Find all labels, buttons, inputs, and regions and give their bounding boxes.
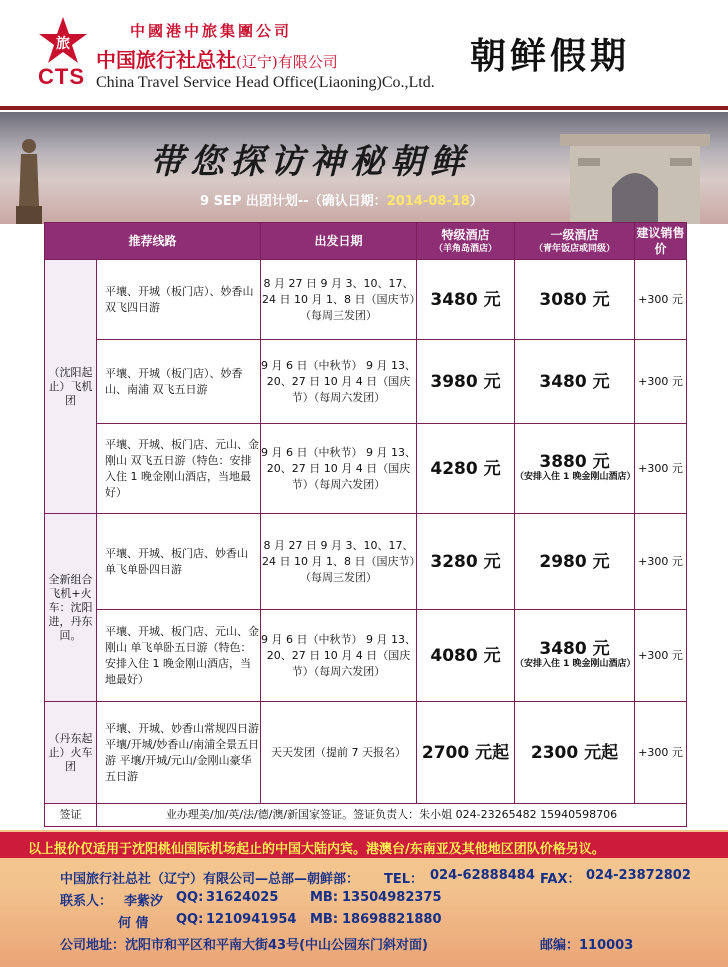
suggest-add: +300 元 [635,340,687,424]
visa-row [45,804,687,827]
route-cell: 平壤、开城、妙香山常规四日游 平壤/开城/妙香山/南浦全景五日游 平壤/开城/元山/金刚山豪华五日游 [97,702,261,804]
notice-text: 以上报价仅适用于沈阳桃仙国际机场起止的中国大陆内宾。港澳台/东南亚及其他地区团队价格另议。 [28,842,605,857]
triumphal-arch-icon [560,128,710,224]
svg-text:旅: 旅 [56,36,70,52]
table-row [45,340,687,424]
special-price: 4080 元 [417,610,515,702]
tel-label: TEL： [384,872,424,887]
first-price-value: 3480 元 [539,371,610,392]
statue-icon [12,136,46,224]
special-price: 4280 元 [417,424,515,514]
special-price: 3280 元 [417,514,515,610]
contact-qq: 31624025 [206,890,279,905]
group-label: 全新组合 飞机+火车：沈阳进，丹东回。 [45,514,97,702]
table-row [45,610,687,702]
price-table-wrap [44,222,686,827]
first-price [515,702,635,804]
route-cell: 平壤、开城、板门店、元山、金刚山 单飞单卧五日游（特色：安排入住 1 晚金刚山酒店，当地最好） [97,610,261,702]
date-cell: 天天发团（提前 7 天报名） [261,702,417,804]
route-cell: 平壤、开城（板门店）、妙香山、南浦 双飞五日游 [97,340,261,424]
date-cell: 8 月 27 日 9 月 3、10、17、24 日 10 月 1、8 日（国庆节）（每周三发团） [261,514,417,610]
first-price-value: 2300 元起 [530,742,619,763]
date-cell: 9 月 6 日（中秋节） 9 月 13、20、27 日 10 月 4 日（国庆节）（每周六发团） [261,340,417,424]
banner-subtitle-b: ） [469,194,483,209]
mb-label: MB: [310,912,339,927]
date-cell: 9 月 6 日（中秋节） 9 月 13、20、27 日 10 月 4 日（国庆节）（每周六发团） [261,610,417,702]
group-label: （沈阳起止）飞机团 [45,260,97,514]
table-row [45,424,687,514]
suggest-add: +300 元 [635,260,687,340]
cts-star-logo-icon [38,16,88,66]
cn-company-suffix: (辽宁)有限公司 [236,53,338,71]
cn-company-main: 中国旅行社总社 [96,48,236,72]
banner-subtitle-a: 9 SEP 出团计划--（确认日期： [200,194,387,209]
col-special [417,223,515,260]
contact-label: 联系人： [60,894,113,909]
route-cell: 平壤、开城、板门店、妙香山 单飞单卧四日游 [97,514,261,610]
visa-label: 签证 [45,804,97,827]
contact-name: 李紫汐 [124,894,164,909]
col-first-note: （青年饭店或同级） [534,244,616,254]
first-price-note: （安排入住 1 晚金刚山酒店） [515,471,636,482]
contact-name: 何 倩 [118,916,149,931]
page-header [0,0,728,110]
hk-company-name: 中國港中旅集團公司 [130,22,293,40]
tel-value: 024-62888484 [430,868,535,883]
col-date: 出发日期 [261,223,417,260]
first-price-value: 3080 元 [539,289,610,310]
suggest-add: +300 元 [635,610,687,702]
hero-banner [0,112,728,224]
first-price [515,610,635,702]
mb-label: MB: [310,890,339,905]
col-first [515,223,635,260]
table-row [45,702,687,804]
date-cell: 9 月 6 日（中秋节） 9 月 13、20、27 日 10 月 4 日（国庆节）（每周六发团） [261,424,417,514]
route-cell: 平壤、开城（板门店）、妙香山 双飞四日游 [97,260,261,340]
company-line: 中国旅行社总社（辽宁）有限公司—总部—朝鲜部： [60,872,360,887]
col-special-note: （羊角岛酒店） [434,244,498,254]
col-suggest: 建议销售价 [635,223,687,260]
first-price-value: 3880 元 [539,451,610,472]
suggest-add: +300 元 [635,424,687,514]
first-price [515,424,635,514]
special-price: 2700 元起 [417,702,515,804]
company-address: 公司地址：沈阳市和平区和平南大街43号(中山公园东门斜对面) [60,938,428,953]
fax-label: FAX： [540,872,581,887]
date-cell: 8 月 27 日 9 月 3、10、17、24 日 10 月 1、8 日（国庆节）（每周三发团） [261,260,417,340]
banner-subtitle [200,190,483,209]
table-row [45,514,687,610]
first-price-value: 3480 元 [539,638,610,659]
special-price: 3480 元 [417,260,515,340]
col-route: 推荐线路 [45,223,261,260]
banner-title: 带您探访神秘朝鲜 [150,142,470,182]
brand-title: 朝鲜假期 [470,36,631,77]
first-price-note: （安排入住 1 晚金刚山酒店） [515,658,636,669]
first-price-value: 2980 元 [539,551,610,572]
route-cell: 平壤、开城、板门店、元山、金刚山 双飞五日游（特色：安排入住 1 晚金刚山酒店，当地最好） [97,424,261,514]
en-company-name: China Travel Service Head Office(Liaoning)Co.,Ltd. [96,74,435,91]
suggest-add: +300 元 [635,514,687,610]
col-first-title: 一级酒店 [550,228,599,242]
special-price: 3980 元 [417,340,515,424]
table-header-row [45,223,687,260]
first-price [515,260,635,340]
price-table [44,222,687,827]
header-divider [0,106,728,110]
col-special-title: 特级酒店 [441,228,490,242]
postcode: 邮编：110003 [540,938,634,953]
first-price [515,514,635,610]
contact-mb: 18698821880 [342,912,442,927]
suggest-add: +300 元 [635,702,687,804]
contact-qq: 1210941954 [206,912,297,927]
cn-company-name [96,44,338,73]
qq-label: QQ: [176,890,204,905]
group-label: （丹东起止）火车团 [45,702,97,804]
table-row [45,260,687,340]
contact-mb: 13504982375 [342,890,442,905]
first-price [515,340,635,424]
fax-value: 024-23872802 [586,868,691,883]
qq-label: QQ: [176,912,204,927]
cts-logo-text: CTS [38,64,85,89]
confirm-date: 2014-08-18 [386,194,470,209]
visa-text: 业办理美/加/英/法/德/澳/新国家签证。签证负责人：朱小姐 024-23265482 15940598706 [97,804,687,827]
